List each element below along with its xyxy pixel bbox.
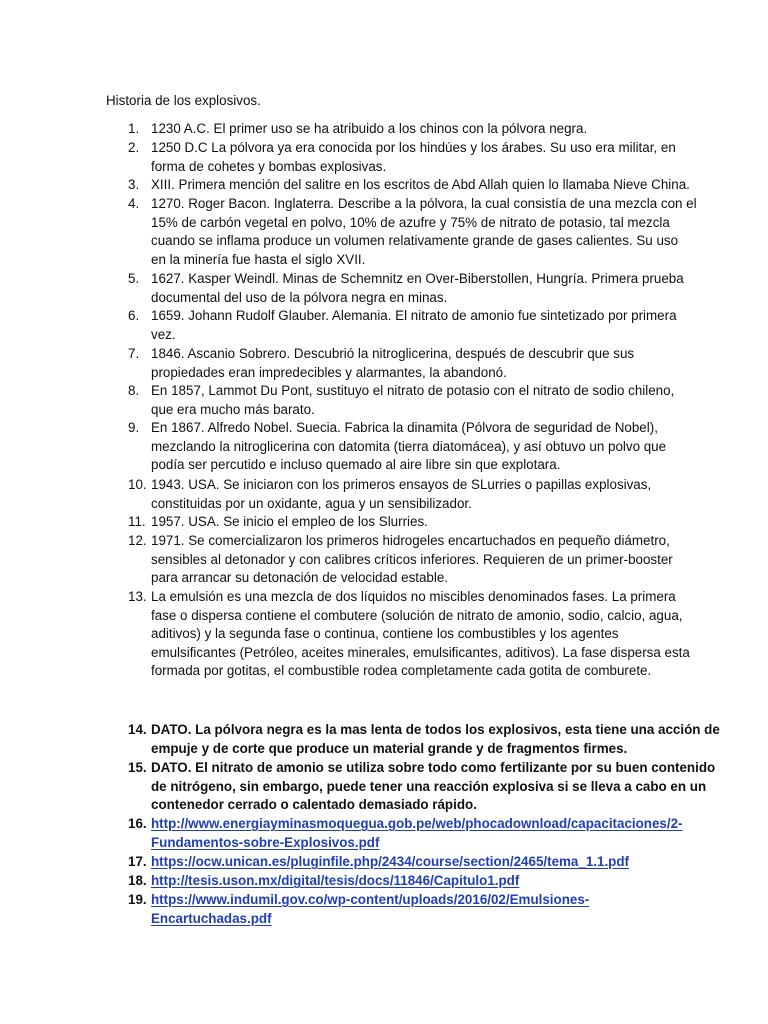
link-line[interactable]: Encartuchadas.pdf <box>151 910 272 926</box>
item-line: 1846. Ascanio Sobrero. Descubrió la nitroglicerina, después de descubrir que sus <box>151 346 635 361</box>
item-number: 7. <box>128 346 140 361</box>
item-line: forma de cohetes y bombas explosivas. <box>151 158 387 174</box>
item-line: formada por gotitas, el combustible rodea completamente cada gotita de comburete. <box>151 663 652 679</box>
item-line: sensibles al detonador y con calibres críticos inferiores. Requieren de un primer-booster <box>151 551 673 567</box>
item-text <box>151 195 697 269</box>
item-line: 1270. Roger Bacon. Inglaterra. Describe a la pólvora, la cual consistía de una mezcla con el <box>151 196 697 211</box>
item-number: 15. <box>128 760 147 775</box>
item-text <box>151 513 671 532</box>
item-line: para arrancar su detonación de velocidad estable. <box>151 570 449 586</box>
item-text <box>151 176 690 195</box>
item-number: 2. <box>128 140 140 155</box>
item-line: DATO. El nitrato de amonio se utiliza sobre todo como fertilizante por su buen contenido <box>151 760 716 775</box>
item-number: 11. <box>128 514 146 529</box>
item-number: 14. <box>128 722 147 737</box>
item-number: 4. <box>128 196 140 211</box>
item-text <box>151 588 690 681</box>
item-text <box>151 476 671 513</box>
item-line: de nitrógeno, sin embargo, puede tener una reacción explosiva si se lleva a cabo en un <box>151 778 707 794</box>
item-line: en la minería fue hasta el siglo XVII. <box>151 251 366 267</box>
item-text <box>151 270 684 307</box>
item-number: 10. <box>128 477 147 492</box>
reference-link[interactable] <box>151 815 683 852</box>
item-line: aditivos) y la segunda fase o continua, contiene los combustibles y los agentes <box>151 626 619 642</box>
item-line: empuje y de corte que produce un material grande y de fragmentos firmes. <box>151 740 628 756</box>
link-line[interactable]: http://tesis.uson.mx/digital/tesis/docs/11846/Capitulo1.pdf <box>151 873 520 888</box>
item-number: 8. <box>128 383 140 398</box>
item-line: constituidas por un oxidante, agua y un sensibilizador. <box>151 495 472 511</box>
item-line: DATO. La pólvora negra es la mas lenta de todos los explosivos, esta tiene una acción de <box>151 722 720 737</box>
item-number: 3. <box>128 177 140 192</box>
item-line: En 1857, Lammot Du Pont, sustituyo el nitrato de potasio con el nitrato de sodio chileno, <box>151 383 675 398</box>
item-line: 1957. USA. Se inicio el empleo de los Slurries. <box>151 514 428 529</box>
document-title: Historia de los explosivos. <box>106 93 261 108</box>
item-line: podía ser percutido e incluso quemado al aire libre sin que explotara. <box>151 457 561 473</box>
link-line[interactable]: http://www.energiayminasmoquegua.gob.pe/web/phocadownload/capacitaciones/2- <box>151 816 683 831</box>
item-number: 13. <box>128 589 147 604</box>
reference-link[interactable] <box>151 891 671 928</box>
item-text <box>151 532 671 588</box>
item-line: XIII. Primera mención del salitre en los escritos de Abd Allah quien lo llamaba Nieve China. <box>151 177 690 192</box>
item-line: mezclando la nitroglicerina con datomita (tierra diatomácea), y así obtuvo un polvo que <box>151 438 667 454</box>
item-text <box>151 139 676 176</box>
item-text <box>151 120 671 139</box>
item-number: 18. <box>128 873 147 888</box>
item-line: propiedades eran impredecibles y alarmantes, la abandonó. <box>151 364 507 380</box>
item-line: 1250 D.C La pólvora ya era conocida por los hindúes y los árabes. Su uso era militar, en <box>151 140 676 155</box>
item-text <box>151 382 675 419</box>
item-line: documental del uso de la pólvora negra en minas. <box>151 289 448 305</box>
item-line: vez. <box>151 326 176 342</box>
item-line: fase o dispersa contiene el combutere (solución de nitrato de amonio, sodio, calcio, agua, <box>151 607 683 623</box>
item-text <box>151 345 671 382</box>
item-number: 6. <box>128 308 140 323</box>
item-text <box>151 759 716 815</box>
item-line: 1230 A.C. El primer uso se ha atribuido a los chinos con la pólvora negra. <box>151 121 588 136</box>
item-line: 15% de carbón vegetal en polvo, 10% de azufre y 75% de nitrato de potasio, tal mezcla <box>151 214 670 230</box>
item-number: 16. <box>128 816 147 831</box>
item-line: cuando se inflama produce un volumen relativamente grande de gases calientes. Su uso <box>151 233 679 249</box>
item-number: 9. <box>128 420 140 435</box>
reference-link[interactable] <box>151 853 671 872</box>
link-line[interactable]: https://www.indumil.gov.co/wp-content/uploads/2016/02/Emulsiones- <box>151 892 590 907</box>
link-line[interactable]: Fundamentos-sobre-Explosivos.pdf <box>151 834 380 850</box>
item-line: 1659. Johann Rudolf Glauber. Alemania. El nitrato de amonio fue sintetizado por primera <box>151 308 677 323</box>
item-number: 19. <box>128 892 147 907</box>
item-text <box>151 307 677 344</box>
item-line: La emulsión es una mezcla de dos líquidos no miscibles denominados fases. La primera <box>151 589 676 604</box>
item-line: 1943. USA. Se iniciaron con los primeros ensayos de SLurries o papillas explosivas, <box>151 477 652 492</box>
item-text <box>151 721 720 758</box>
item-line: En 1867. Alfredo Nobel. Suecia. Fabrica la dinamita (Pólvora de seguridad de Nobel), <box>151 420 658 435</box>
item-line: emulsificantes (Petróleo, aceites minerales, emulsificantes, aditivos). La fase dispersa esta <box>151 644 690 660</box>
item-line: contenedor cerrado o calentado demasiado rápido. <box>151 797 477 813</box>
item-number: 5. <box>128 271 140 286</box>
item-line: 1971. Se comercializaron los primeros hidrogeles encartuchados en pequeño diámetro, <box>151 533 670 548</box>
item-number: 12. <box>128 533 147 548</box>
link-line[interactable]: https://ocw.unican.es/pluginfile.php/2434/course/section/2465/tema_1.1.pdf <box>151 854 629 869</box>
item-line: 1627. Kasper Weindl. Minas de Schemnitz en Over-Biberstollen, Hungría. Primera prueba <box>151 271 684 286</box>
item-number: 17. <box>128 854 147 869</box>
reference-link[interactable] <box>151 872 671 891</box>
item-line: que era mucho más barato. <box>151 401 315 417</box>
item-number: 1. <box>128 121 140 136</box>
item-text <box>151 419 671 475</box>
